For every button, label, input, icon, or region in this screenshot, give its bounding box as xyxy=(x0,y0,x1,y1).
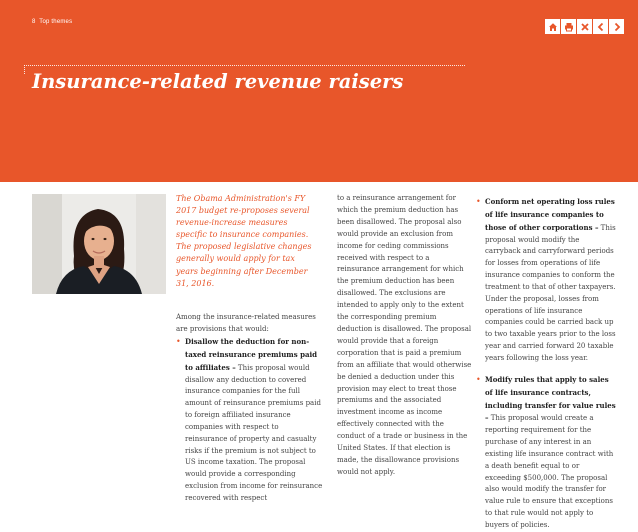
close-icon xyxy=(580,22,590,32)
bullet-heading: Modify rules that apply to sales of life insurance contracts, including transfer for value rules – xyxy=(485,374,616,423)
portrait-photo xyxy=(32,194,166,294)
list-item xyxy=(176,336,323,505)
header-banner xyxy=(0,0,638,182)
next-page-button[interactable] xyxy=(609,19,624,34)
page-number: 8 xyxy=(32,19,36,25)
section-name: Top themes xyxy=(39,19,73,25)
intro-callout: The Obama Administration's FY 2017 budget re-proposes several revenue-increase measures specific to insurance companies. The proposed legislative changes generally would apply for tax years beginning after December 31, 2016. xyxy=(176,194,312,288)
chevron-left-icon xyxy=(596,22,606,32)
bullet-icon: • xyxy=(476,197,481,206)
page-section-label xyxy=(32,19,72,25)
home-icon xyxy=(548,22,558,32)
bullet-heading: Conform net operating loss rules of life insurance companies to those of other corporations – xyxy=(485,197,615,232)
print-button[interactable] xyxy=(561,19,576,34)
bullet-body: This proposal would modify the carryback and carryforward periods for losses from operations of life insurance companies to conform the treatment to that of other taxpayers. Under the proposal, losses from operations of life insurance companies could be carried back up to two taxable years prior to the loss year and carried forward 20 taxable years following the loss year. xyxy=(485,223,616,362)
bullet-icon: • xyxy=(476,374,481,384)
bullet-heading: Disallow the deduction for non-taxed reinsurance premiums paid to affiliates – xyxy=(185,337,318,372)
lead-paragraph: Among the insurance-related measures are provisions that would: xyxy=(176,313,316,333)
list-item xyxy=(476,196,616,365)
nav-toolbar xyxy=(545,19,624,34)
bullet-icon: • xyxy=(176,337,181,346)
list-item xyxy=(476,374,616,532)
chevron-right-icon xyxy=(612,22,622,32)
dotted-divider-tick xyxy=(24,65,25,74)
dotted-divider xyxy=(24,65,465,66)
continuation-paragraph: to a reinsurance arrangement for which the premium deduction has been disallowed. The proposal also would provide an exclusion from income for ceding commissions received with respect to a reinsurance arrangement for which the premium deduction has been disallowed. The exclusions are intended to apply only to the extent the corresponding premium deduction is disallowed. The proposal would provide that a foreign corporation that is paid a premium from an affiliate that would otherwise be denied a deduction under this provision may elect to treat those premiums and the associated investment income as income effectively connected with the conduct of a trade or business in the United States. If that election is made, the disallowance provisions would not apply. xyxy=(337,194,472,476)
bullet-list-right xyxy=(476,196,616,532)
close-button[interactable] xyxy=(577,19,592,34)
previous-page-button[interactable] xyxy=(593,19,608,34)
home-button[interactable] xyxy=(545,19,560,34)
print-icon xyxy=(564,22,574,32)
bullet-body: This proposal would disallow any deduction to covered insurance companies for the full amount of reinsurance premiums paid to foreign affiliated insurance companies with respect to reinsurance of property and casualty risks if the premium is not subject to US income taxation. The proposal would provide a corresponding exclusion from income for reinsurance recovered with respect xyxy=(185,363,323,502)
bullet-body: This proposal would create a reporting requirement for the purchase of any interest in an existing life insurance contract with a death benefit equal to or exceeding $500,000. The proposal also would modify the transfer for value rule to ensure that exceptions to that rule would not apply to buyers of policies. xyxy=(485,414,614,529)
page-title: Insurance-related revenue raisers xyxy=(32,70,404,93)
